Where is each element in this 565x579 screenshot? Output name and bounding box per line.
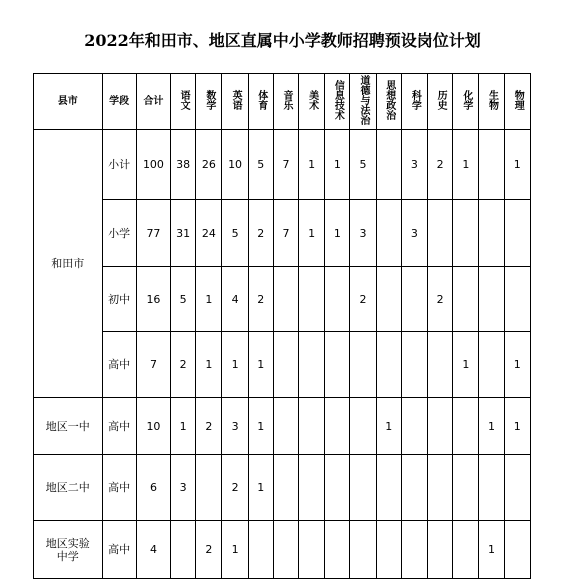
column-header <box>136 74 170 130</box>
column-header <box>376 74 401 130</box>
column-header <box>401 74 427 130</box>
value-cell <box>453 455 479 521</box>
column-header-label: 音乐 <box>280 89 292 110</box>
value-cell: 2 <box>222 455 248 521</box>
value-cell <box>401 398 427 455</box>
value-cell: 1 <box>222 521 248 579</box>
column-header-label: 英语 <box>230 89 242 110</box>
value-cell: 7 <box>136 332 170 398</box>
value-cell: 26 <box>196 130 222 200</box>
value-cell: 1 <box>479 398 504 455</box>
value-cell <box>376 267 401 332</box>
value-cell: 100 <box>136 130 170 200</box>
value-cell: 1 <box>299 130 325 200</box>
value-cell <box>428 332 453 398</box>
column-header-label: 数学 <box>203 89 215 110</box>
value-cell <box>479 130 504 200</box>
column-header-label: 合计 <box>143 96 164 107</box>
column-header <box>34 74 103 130</box>
value-cell: 2 <box>428 267 453 332</box>
value-cell: 1 <box>171 398 196 455</box>
column-header <box>196 74 222 130</box>
value-cell <box>376 332 401 398</box>
value-cell: 10 <box>136 398 170 455</box>
value-cell <box>325 455 350 521</box>
value-cell <box>479 267 504 332</box>
value-cell: 2 <box>248 200 273 267</box>
column-header <box>222 74 248 130</box>
table-row <box>34 267 531 332</box>
value-cell <box>325 398 350 455</box>
column-header <box>171 74 196 130</box>
value-cell: 2 <box>171 332 196 398</box>
value-cell: 24 <box>196 200 222 267</box>
value-cell <box>273 267 298 332</box>
county-cell: 和田市 <box>34 130 103 398</box>
value-cell <box>196 455 222 521</box>
value-cell <box>325 332 350 398</box>
value-cell: 1 <box>453 130 479 200</box>
column-header-label: 思想政治 <box>383 79 395 120</box>
value-cell <box>350 398 376 455</box>
column-header <box>102 74 136 130</box>
value-cell: 5 <box>248 130 273 200</box>
stage-cell: 高中 <box>102 398 136 455</box>
column-header-label: 生物 <box>486 89 498 110</box>
value-cell: 3 <box>222 398 248 455</box>
column-header-label: 科学 <box>409 89 421 110</box>
column-header-label: 道德与法治 <box>358 74 370 125</box>
value-cell: 1 <box>196 332 222 398</box>
value-cell <box>325 267 350 332</box>
value-cell: 7 <box>273 130 298 200</box>
value-cell: 2 <box>196 398 222 455</box>
column-header-label: 语文 <box>178 89 190 110</box>
value-cell <box>428 455 453 521</box>
value-cell: 16 <box>136 267 170 332</box>
value-cell: 1 <box>504 130 530 200</box>
column-header-label: 县市 <box>57 96 78 107</box>
column-header <box>325 74 350 130</box>
value-cell <box>453 267 479 332</box>
value-cell: 4 <box>222 267 248 332</box>
value-cell: 77 <box>136 200 170 267</box>
table-body <box>34 130 531 579</box>
value-cell <box>376 130 401 200</box>
value-cell: 2 <box>196 521 222 579</box>
table-row <box>34 200 531 267</box>
value-cell <box>428 200 453 267</box>
value-cell <box>504 200 530 267</box>
value-cell: 38 <box>171 130 196 200</box>
table-row <box>34 398 531 455</box>
value-cell: 1 <box>248 332 273 398</box>
table-row <box>34 455 531 521</box>
value-cell: 1 <box>504 332 530 398</box>
column-header <box>428 74 453 130</box>
value-cell: 3 <box>350 200 376 267</box>
column-header-label: 信息技术 <box>332 79 344 120</box>
value-cell: 2 <box>248 267 273 332</box>
column-header <box>350 74 376 130</box>
value-cell <box>401 455 427 521</box>
county-cell: 地区一中 <box>34 398 103 455</box>
stage-cell: 高中 <box>102 332 136 398</box>
value-cell <box>401 332 427 398</box>
column-header-label: 历史 <box>435 89 447 110</box>
stage-cell: 小计 <box>102 130 136 200</box>
value-cell: 1 <box>299 200 325 267</box>
value-cell: 1 <box>248 455 273 521</box>
value-cell <box>350 455 376 521</box>
value-cell: 1 <box>504 398 530 455</box>
value-cell: 1 <box>453 332 479 398</box>
header-row <box>34 74 531 130</box>
value-cell: 3 <box>401 200 427 267</box>
value-cell <box>504 455 530 521</box>
page-title: 2022年和田市、地区直属中小学教师招聘预设岗位计划 <box>84 31 481 50</box>
column-header-label: 美术 <box>306 89 318 110</box>
value-cell <box>299 332 325 398</box>
county-cell: 地区实验中学 <box>34 521 103 579</box>
stage-cell: 高中 <box>102 455 136 521</box>
value-cell: 31 <box>171 200 196 267</box>
value-cell: 1 <box>196 267 222 332</box>
value-cell <box>273 398 298 455</box>
column-header <box>248 74 273 130</box>
value-cell <box>401 267 427 332</box>
value-cell <box>273 455 298 521</box>
value-cell <box>299 267 325 332</box>
column-header-label: 体育 <box>255 89 267 110</box>
value-cell: 5 <box>222 200 248 267</box>
value-cell <box>299 455 325 521</box>
value-cell: 1 <box>325 200 350 267</box>
value-cell: 2 <box>350 267 376 332</box>
column-header <box>453 74 479 130</box>
value-cell: 3 <box>171 455 196 521</box>
value-cell: 5 <box>350 130 376 200</box>
value-cell: 6 <box>136 455 170 521</box>
county-cell: 地区二中 <box>34 455 103 521</box>
value-cell <box>273 332 298 398</box>
stage-cell: 小学 <box>102 200 136 267</box>
column-header <box>299 74 325 130</box>
value-cell: 4 <box>136 521 170 579</box>
value-cell <box>376 455 401 521</box>
column-header-label: 物理 <box>512 89 524 110</box>
value-cell: 1 <box>222 332 248 398</box>
stage-cell: 初中 <box>102 267 136 332</box>
value-cell <box>428 398 453 455</box>
column-header-label: 化学 <box>460 89 472 110</box>
value-cell <box>479 455 504 521</box>
value-cell: 7 <box>273 200 298 267</box>
column-header-label: 学段 <box>109 96 130 107</box>
recruitment-plan-table <box>33 73 531 579</box>
column-header <box>273 74 298 130</box>
value-cell: 3 <box>401 130 427 200</box>
value-cell: 1 <box>479 521 504 579</box>
value-cell <box>350 332 376 398</box>
value-cell <box>504 267 530 332</box>
value-cell: 2 <box>428 130 453 200</box>
stage-cell: 高中 <box>102 521 136 579</box>
value-cell: 1 <box>376 398 401 455</box>
value-cell <box>376 200 401 267</box>
value-cell <box>479 200 504 267</box>
value-cell: 5 <box>171 267 196 332</box>
value-cell: 1 <box>325 130 350 200</box>
value-cell <box>453 398 479 455</box>
value-cell: 1 <box>248 398 273 455</box>
value-cell: 10 <box>222 130 248 200</box>
table-row <box>34 332 531 398</box>
value-cell <box>299 398 325 455</box>
column-header <box>504 74 530 130</box>
column-header <box>479 74 504 130</box>
table-row <box>34 130 531 200</box>
value-cell <box>453 200 479 267</box>
value-cell <box>479 332 504 398</box>
